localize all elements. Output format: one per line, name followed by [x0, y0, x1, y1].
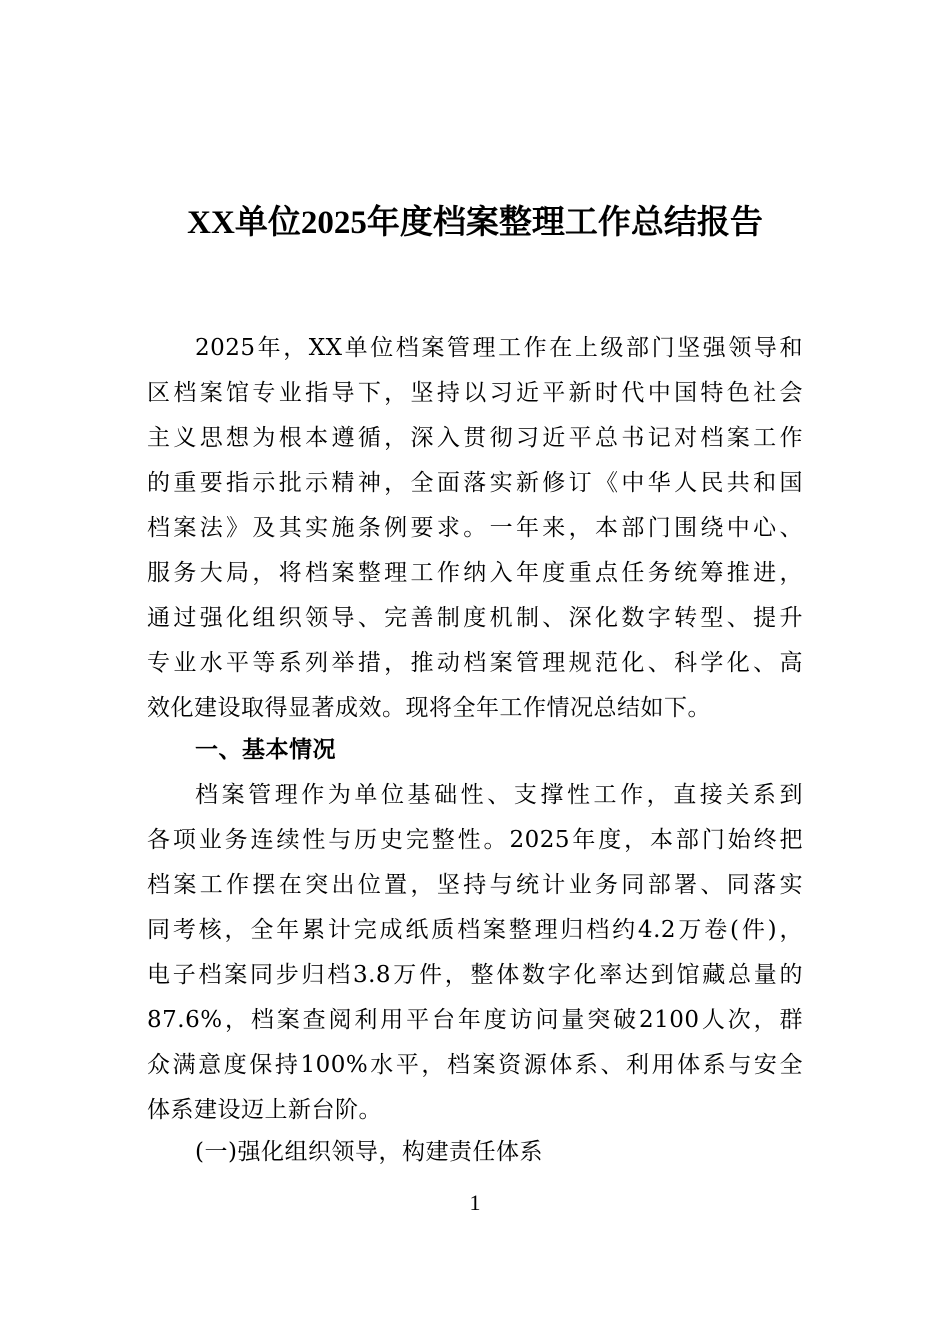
document-title: XX单位2025年度档案整理工作总结报告 — [187, 205, 763, 241]
paragraph-line: 专业水平等系列举措，推动档案管理规范化、科学化、高 — [147, 650, 803, 676]
section-heading: 一、基本情况 — [195, 737, 336, 763]
paragraph-line: 同考核，全年累计完成纸质档案整理归档约4.2万卷(件)， — [147, 917, 803, 943]
paragraph-line: 各项业务连续性与历史完整性。2025年度，本部门始终把 — [147, 827, 803, 853]
paragraph-line: 87.6%，档案查阅利用平台年度访问量突破2100人次，群 — [147, 1007, 803, 1033]
paragraph-line: 档案法》及其实施条例要求。一年来，本部门围绕中心、 — [147, 515, 803, 541]
paragraph-line: 档案管理作为单位基础性、支撑性工作，直接关系到 — [195, 782, 803, 808]
page-number: 1 — [469, 1190, 481, 1215]
paragraph-line: 2025年，XX单位档案管理工作在上级部门坚强领导和 — [195, 335, 803, 361]
paragraph-line: 众满意度保持100%水平，档案资源体系、利用体系与安全 — [147, 1052, 803, 1078]
paragraph-line: 通过强化组织领导、完善制度机制、深化数字转型、提升 — [147, 605, 803, 631]
paragraph-line: 效化建设取得显著成效。现将全年工作情况总结如下。 — [147, 695, 711, 721]
paragraph-line: 体系建设迈上新台阶。 — [147, 1097, 382, 1123]
paragraph-line: 电子档案同步归档3.8万件，整体数字化率达到馆藏总量的 — [147, 962, 803, 988]
paragraph-line: 区档案馆专业指导下，坚持以习近平新时代中国特色社会 — [147, 380, 803, 406]
subsection-heading: (一)强化组织领导，构建责任体系 — [195, 1139, 543, 1165]
paragraph-line: 主义思想为根本遵循，深入贯彻习近平总书记对档案工作 — [147, 425, 803, 451]
paragraph-line: 档案工作摆在突出位置，坚持与统计业务同部署、同落实 — [147, 872, 803, 898]
paragraph-line: 的重要指示批示精神，全面落实新修订《中华人民共和国 — [147, 470, 803, 496]
paragraph-line: 服务大局，将档案整理工作纳入年度重点任务统筹推进， — [147, 560, 803, 586]
